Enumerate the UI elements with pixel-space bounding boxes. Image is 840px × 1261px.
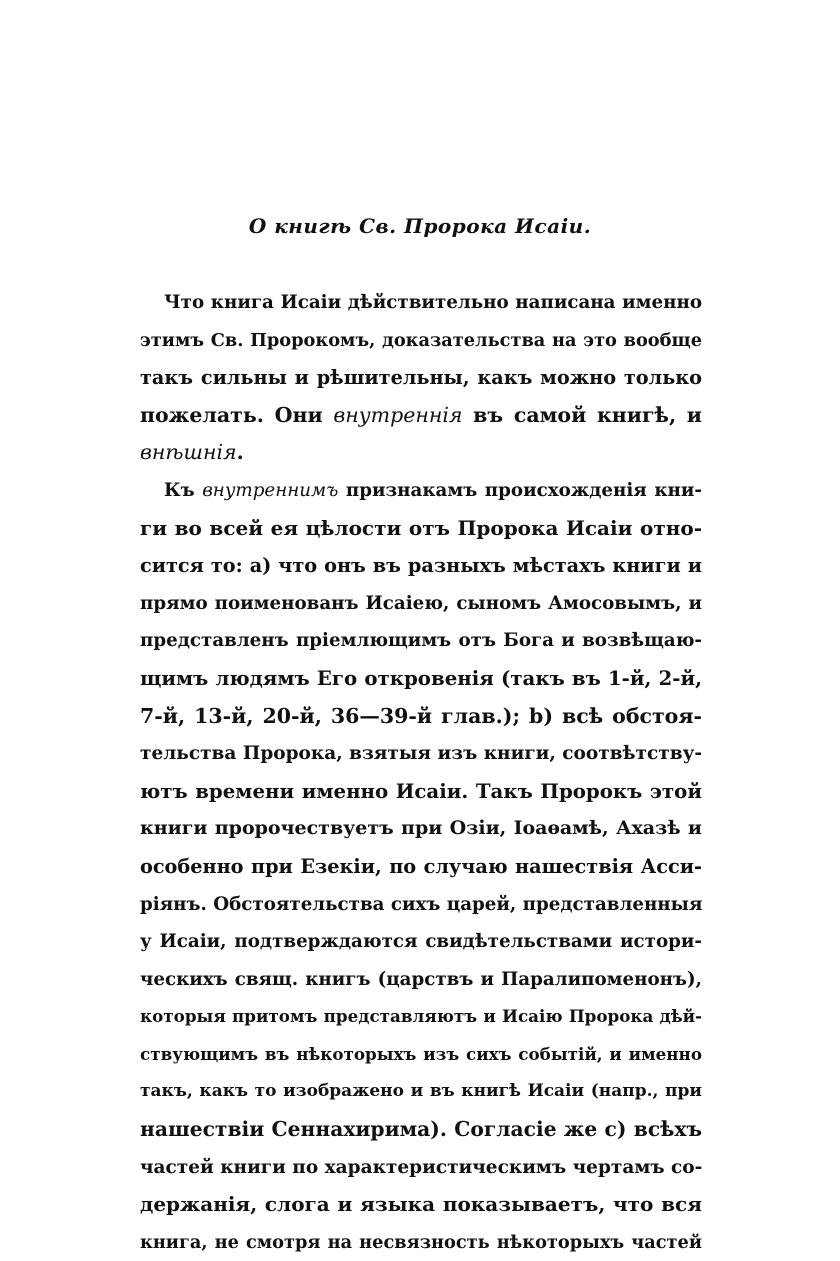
text-line: 7-й, 13-й, 20-й, 36—39-й глав.); b) всѣ обстоя-: [140, 703, 702, 728]
text-line: книга, не смотря на несвязность нѣкоторыхъ частей: [140, 1231, 702, 1253]
text-line: щимъ людямъ Его откровенія (такъ въ 1-й, 2-й,: [140, 665, 702, 690]
text-line: книги пророчествуетъ при Озіи, Іоаѳамѣ, Ахазѣ и: [140, 817, 702, 840]
text-line: нашествіи Сеннахирима). Согласіе же с) всѣхъ: [140, 1117, 702, 1142]
text-line: [140, 397, 702, 435]
text-line: тельства Пророка, взятыя изъ книги, соотвѣтству-: [140, 743, 703, 765]
text-line: такъ, какъ то изображено и въ книгѣ Исаіи (напр., при: [140, 1081, 702, 1102]
text-run: .: [236, 440, 244, 465]
text-line: этимъ Св. Пророкомъ, доказательства на это вообще: [140, 329, 702, 351]
emphasis-text: внутреннимъ: [202, 479, 339, 501]
text-line: [140, 434, 702, 472]
text-line: держанія, слога и языка показываетъ, что вся: [140, 1192, 702, 1217]
text-run: Къ: [164, 479, 203, 501]
text-line: Что книга Исаіи дѣйствительно написана именно: [164, 292, 702, 313]
emphasis-text: внѣшнія: [140, 440, 237, 465]
text-line: такъ сильны и рѣшительны, какъ можно только: [140, 366, 702, 390]
text-line: сится то: а) что онъ въ разныхъ мѣстахъ книги и: [140, 554, 702, 578]
text-line: представленъ пріемлющимъ отъ Бога и возвѣщаю-: [140, 630, 702, 652]
emphasis-text: внутреннія: [333, 402, 463, 427]
text-run: признакамъ происхожденія кни-: [338, 479, 702, 501]
text-line: ріянъ. Обстоятельства сихъ царей, представленныя: [140, 893, 703, 915]
text-line: ютъ времени именно Исаіи. Такъ Пророкъ этой: [140, 778, 702, 803]
text-line: частей книги по характеристическимъ чертамъ со-: [140, 1156, 703, 1178]
text-line: особенно при Езекіи, по случаю нашествія Асси-: [140, 854, 702, 878]
text-line: ческихъ свящ. книгъ (царствъ и Паралипоменонъ),: [140, 968, 702, 990]
text-run: пожелать. Они: [140, 402, 334, 427]
body-text: [140, 284, 702, 1261]
text-line: которыя притомъ представляютъ и Исаію Пророка дѣй-: [140, 1006, 702, 1027]
text-line: ги во всей ея цѣлости отъ Пророка Исаіи отно-: [140, 515, 702, 540]
text-line: у Исаіи, подтверждаются свидѣтельствами истори-: [140, 931, 702, 953]
text-line: прямо поименованъ Исаіею, сыномъ Амосовымъ, и: [140, 592, 702, 614]
text-line: [140, 472, 702, 510]
text-line: ствующимъ въ нѣкоторыхъ изъ сихъ событій, и именно: [140, 1043, 702, 1064]
page-title: О книгѣ Св. Пророка Исаіи.: [248, 214, 592, 238]
text-run: въ самой книгѣ, и: [462, 402, 702, 427]
